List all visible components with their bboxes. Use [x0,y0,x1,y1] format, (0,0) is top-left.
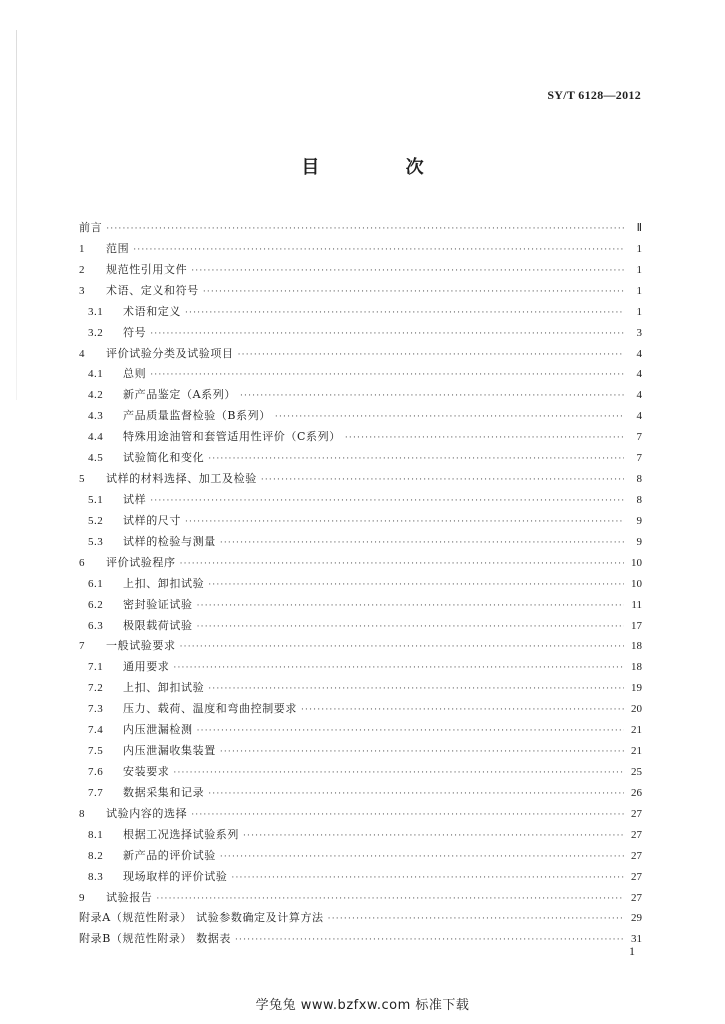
toc-entry-label: 安装要求 [123,764,170,778]
toc-entry-label: 附录B（规范性附录） 数据表 [79,932,231,946]
toc-entry-number: 6.2 [88,598,104,611]
toc-leader-dots [208,684,624,694]
toc-entry[interactable] [79,617,642,638]
toc-entry-page: 29 [631,912,642,925]
toc-entry-label: 新产品的评价试验 [123,848,216,862]
toc-entry[interactable] [79,449,642,470]
toc-entry[interactable] [79,930,642,951]
toc-entry-number: 8.2 [88,849,104,862]
toc-entry-page: 17 [631,619,642,632]
toc-entry-label: 压力、载荷、温度和弯曲控制要求 [123,702,297,716]
toc-leader-dots [133,245,624,255]
toc-entry-number: 1 [79,242,85,255]
toc-entry[interactable] [79,386,642,407]
toc-leader-dots [197,726,624,736]
toc-entry-label: 附录A（规范性附录） 试验参数确定及计算方法 [79,911,324,925]
toc-entry[interactable] [79,219,642,240]
toc-leader-dots [173,768,624,778]
toc-entry-page: 18 [631,640,642,653]
toc-entry-page: 4 [636,410,642,423]
toc-leader-dots [208,454,624,464]
toc-entry-number: 7.7 [88,786,104,799]
toc-entry-number: 8.3 [88,870,104,883]
toc-entry-number: 3.2 [88,326,104,339]
toc-entry-label: 试样的材料选择、加工及检验 [106,472,257,486]
toc-entry-page: 21 [631,745,642,758]
toc-leader-dots [235,935,624,945]
toc-leader-dots [261,475,624,485]
toc-entry[interactable] [79,700,642,721]
toc-entry-page: 9 [636,514,642,527]
toc-entry-number: 7.5 [88,745,104,758]
toc-entry-label: 一般试验要求 [106,639,176,653]
toc-entry-label: 内压泄漏检测 [123,723,193,737]
toc-leader-dots [231,873,624,883]
toc-leader-dots [150,496,624,506]
toc-entry[interactable] [79,721,642,742]
toc-leader-dots [173,663,624,673]
toc-entry[interactable] [79,324,642,345]
toc-entry-label: 特殊用途油管和套管适用性评价（C系列） [123,430,341,444]
toc-entry-label: 产品质量监督检验（B系列） [123,409,271,423]
toc-entry-label: 数据采集和记录 [123,785,205,799]
toc-leader-dots [240,391,624,401]
toc-entry-number: 6.3 [88,619,104,632]
toc-entry-label: 规范性引用文件 [106,262,188,276]
toc-leader-dots [220,747,624,757]
toc-entry-page: 11 [631,598,642,611]
toc-entry-number: 3.1 [88,305,104,318]
toc-entry-page: 4 [636,389,642,402]
toc-entry-page: 1 [636,305,642,318]
toc-entry[interactable] [79,407,642,428]
toc-entry[interactable] [79,658,642,679]
toc-entry-number: 8.1 [88,828,104,841]
toc-entry-page: 19 [631,682,642,695]
toc-entry-label: 根据工况选择试验系列 [123,827,239,841]
toc-entry[interactable] [79,909,642,930]
toc-leader-dots [185,517,624,527]
toc-entry-number: 7.4 [88,724,104,737]
toc-entry-label: 试验简化和变化 [123,451,205,465]
toc-leader-dots [180,642,624,652]
toc-entry-label: 术语、定义和符号 [106,283,199,297]
toc-entry-label: 前言 [79,221,103,234]
toc-entry-number: 4.2 [88,389,104,402]
toc-entry[interactable] [79,554,642,575]
table-of-contents [79,219,642,951]
toc-leader-dots [150,329,624,339]
toc-leader-dots [208,580,624,590]
toc-entry[interactable] [79,303,642,324]
toc-entry-number: 3 [79,284,85,297]
toc-entry[interactable] [79,742,642,763]
toc-leader-dots [197,622,624,632]
toc-entry-page: 27 [631,828,642,841]
toc-title: 目 次 [301,157,464,178]
toc-entry-page: 27 [631,870,642,883]
toc-entry-number: 4.1 [88,368,104,381]
toc-leader-dots [238,350,624,360]
toc-entry[interactable] [79,847,642,868]
toc-entry-page: 18 [631,661,642,674]
toc-leader-dots [275,412,624,422]
toc-leader-dots [345,433,624,443]
toc-entry-number: 8 [79,807,85,820]
toc-entry-number: 7 [79,640,85,653]
toc-entry-number: 7.1 [88,661,104,674]
toc-entry[interactable] [79,596,642,617]
toc-entry-page: 27 [631,891,642,904]
toc-entry-label: 试样的检验与测量 [123,534,216,548]
toc-entry[interactable] [79,512,642,533]
toc-entry[interactable] [79,428,642,449]
toc-entry-number: 4.4 [88,431,104,444]
toc-entry-label: 评价试验分类及试验项目 [106,346,234,360]
toc-entry-page: 7 [636,452,642,465]
toc-entry-number: 4.3 [88,410,104,423]
toc-entry-number: 7.3 [88,703,104,716]
toc-entry-label: 上扣、卸扣试验 [123,576,205,590]
toc-entry-label: 通用要求 [123,660,170,674]
toc-leader-dots [243,831,624,841]
toc-leader-dots [191,266,624,276]
toc-entry[interactable] [79,889,642,910]
toc-leader-dots [220,538,624,548]
toc-entry-page: 8 [636,493,642,506]
toc-leader-dots [197,601,624,611]
toc-entry-label: 试验报告 [106,890,153,904]
toc-entry-label: 上扣、卸扣试验 [123,681,205,695]
toc-entry-label: 评价试验程序 [106,555,176,569]
toc-leader-dots [191,810,624,820]
toc-entry[interactable] [79,826,642,847]
toc-entry-label: 密封验证试验 [123,597,193,611]
toc-entry-number: 6.1 [88,577,104,590]
toc-entry-number: 5.2 [88,514,104,527]
toc-entry-number: 5 [79,473,85,486]
toc-entry-label: 新产品鉴定（A系列） [123,388,236,402]
toc-entry-label: 试样的尺寸 [123,513,181,527]
standard-number: SY/T 6128—2012 [547,88,641,102]
toc-entry-number: 4.5 [88,452,104,465]
toc-entry-number: 9 [79,891,85,904]
toc-leader-dots [203,287,624,297]
toc-entry-label: 试样 [123,492,147,506]
toc-entry-page: 9 [636,535,642,548]
page-number: 1 [629,944,635,958]
toc-entry-number: 4 [79,347,85,360]
toc-entry-page: 1 [636,284,642,297]
toc-entry-number: 7.6 [88,765,104,778]
toc-entry-page: 31 [631,933,642,946]
toc-entry[interactable] [79,575,642,596]
watermark-text: 学兔兔 www.bzfxw.com 标准下载 [255,998,470,1013]
toc-entry[interactable] [79,805,642,826]
toc-entry[interactable] [79,365,642,386]
toc-entry[interactable] [79,470,642,491]
toc-entry[interactable] [79,282,642,303]
toc-entry[interactable] [79,345,642,366]
toc-entry-number: 5.3 [88,535,104,548]
toc-entry-label: 内压泄漏收集装置 [123,744,216,758]
toc-leader-dots [328,914,624,924]
toc-leader-dots [185,308,624,318]
toc-entry-page: 3 [636,326,642,339]
toc-entry-page: 21 [631,724,642,737]
toc-leader-dots [220,852,624,862]
toc-entry-page: 26 [631,786,642,799]
toc-entry-number: 7.2 [88,682,104,695]
toc-entry-number: 2 [79,263,85,276]
toc-entry-page: 4 [636,368,642,381]
toc-entry[interactable] [79,240,642,261]
toc-leader-dots [180,559,624,569]
toc-entry-page: 10 [631,556,642,569]
toc-entry-page: 7 [636,431,642,444]
toc-leader-dots [301,705,624,715]
toc-entry[interactable] [79,868,642,889]
toc-entry-page: 27 [631,807,642,820]
toc-entry-label: 现场取样的评价试验 [123,869,228,883]
toc-leader-dots [156,894,624,904]
toc-entry-page: 4 [636,347,642,360]
toc-entry[interactable] [79,261,642,282]
toc-entry[interactable] [79,491,642,512]
toc-entry[interactable] [79,784,642,805]
toc-leader-dots [208,789,624,799]
scan-artifact-line [16,30,17,400]
toc-entry-number: 5.1 [88,493,104,506]
toc-entry-page: Ⅱ [636,222,642,234]
toc-entry-page: 20 [631,703,642,716]
toc-entry-label: 试验内容的选择 [106,806,188,820]
toc-entry-page: 8 [636,473,642,486]
toc-entry-page: 10 [631,577,642,590]
toc-entry-label: 符号 [123,325,147,339]
toc-entry-label: 极限载荷试验 [123,618,193,632]
toc-entry-number: 6 [79,556,85,569]
toc-entry-label: 术语和定义 [123,304,181,318]
toc-entry-page: 1 [636,242,642,255]
toc-leader-dots [150,370,624,380]
toc-entry[interactable] [79,637,642,658]
toc-entry[interactable] [79,679,642,700]
toc-entry-label: 总则 [123,367,147,381]
toc-entry[interactable] [79,533,642,554]
toc-leader-dots [106,224,624,234]
toc-entry-label: 范围 [106,241,130,255]
toc-entry-page: 27 [631,849,642,862]
toc-entry[interactable] [79,763,642,784]
toc-entry-page: 1 [636,263,642,276]
toc-entry-page: 25 [631,765,642,778]
